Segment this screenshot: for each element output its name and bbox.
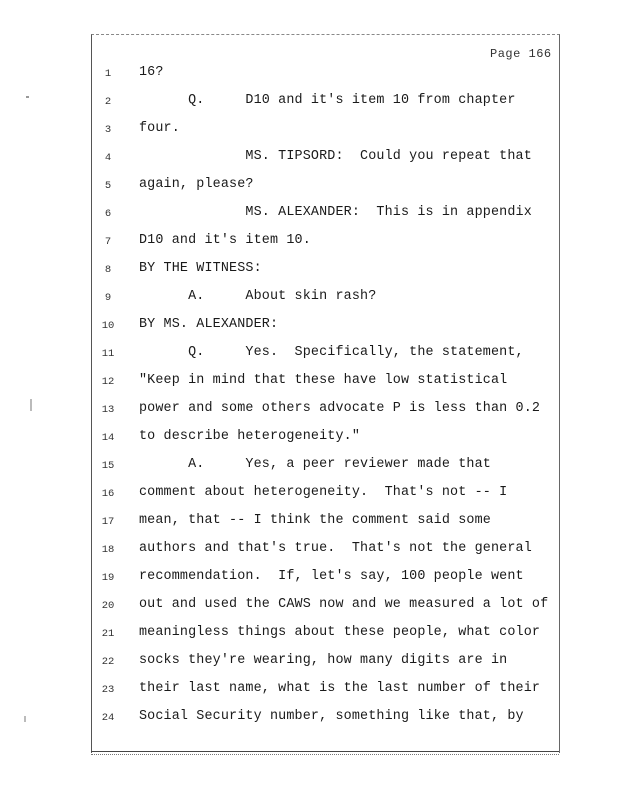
transcript-line bbox=[0, 316, 618, 344]
line-text: MS. TIPSORD: Could you repeat that bbox=[139, 149, 532, 164]
transcript-line bbox=[0, 708, 618, 736]
line-number: 6 bbox=[104, 208, 112, 220]
line-number: 16 bbox=[101, 488, 115, 500]
line-number: 18 bbox=[101, 544, 115, 556]
transcript-line bbox=[0, 596, 618, 624]
line-number: 20 bbox=[101, 600, 115, 612]
transcript-line bbox=[0, 64, 618, 92]
transcript-line bbox=[0, 288, 618, 316]
line-text: again, please? bbox=[139, 177, 254, 192]
line-text: Q. D10 and it's item 10 from chapter bbox=[139, 93, 516, 108]
line-text: A. About skin rash? bbox=[139, 289, 377, 304]
line-number: 24 bbox=[101, 712, 115, 724]
transcript-line bbox=[0, 176, 618, 204]
line-number: 10 bbox=[101, 320, 115, 332]
line-text: to describe heterogeneity." bbox=[139, 429, 361, 444]
line-number: 23 bbox=[101, 684, 115, 696]
transcript-line bbox=[0, 400, 618, 428]
line-text: A. Yes, a peer reviewer made that bbox=[139, 457, 491, 472]
line-number: 17 bbox=[101, 516, 115, 528]
transcript-line bbox=[0, 568, 618, 596]
line-text: 16? bbox=[139, 65, 164, 80]
transcript-line bbox=[0, 456, 618, 484]
transcript-line bbox=[0, 680, 618, 708]
transcript-line bbox=[0, 148, 618, 176]
line-number: 11 bbox=[101, 348, 115, 360]
transcript-line bbox=[0, 232, 618, 260]
line-number: 22 bbox=[101, 656, 115, 668]
transcript-line bbox=[0, 624, 618, 652]
transcript-line bbox=[0, 120, 618, 148]
transcript-line bbox=[0, 428, 618, 456]
line-text: authors and that's true. That's not the general bbox=[139, 541, 532, 556]
line-number: 8 bbox=[104, 264, 112, 276]
line-number: 19 bbox=[101, 572, 115, 584]
line-text: their last name, what is the last number of their bbox=[139, 681, 541, 696]
transcript-line bbox=[0, 512, 618, 540]
line-text: out and used the CAWS now and we measured a lot of bbox=[139, 597, 549, 612]
line-number: 12 bbox=[101, 376, 115, 388]
transcript-line bbox=[0, 344, 618, 372]
line-number: 9 bbox=[104, 292, 112, 304]
scan-speck bbox=[26, 96, 29, 98]
transcript-line bbox=[0, 204, 618, 232]
line-text: "Keep in mind that these have low statistical bbox=[139, 373, 508, 388]
line-number: 4 bbox=[104, 152, 112, 164]
line-text: MS. ALEXANDER: This is in appendix bbox=[139, 205, 532, 220]
line-text: comment about heterogeneity. That's not -- I bbox=[139, 485, 508, 500]
transcript-line bbox=[0, 92, 618, 120]
line-text: meaningless things about these people, what color bbox=[139, 625, 541, 640]
transcript-line bbox=[0, 372, 618, 400]
line-text: mean, that -- I think the comment said some bbox=[139, 513, 491, 528]
page-bottom-rule-dotted bbox=[91, 754, 559, 755]
transcript-line bbox=[0, 652, 618, 680]
line-number: 15 bbox=[101, 460, 115, 472]
line-text: recommendation. If, let's say, 100 people went bbox=[139, 569, 524, 584]
scan-speck bbox=[24, 716, 26, 722]
transcript-line bbox=[0, 260, 618, 288]
line-text: Q. Yes. Specifically, the statement, bbox=[139, 345, 524, 360]
transcript-line bbox=[0, 484, 618, 512]
line-number: 14 bbox=[101, 432, 115, 444]
line-text: D10 and it's item 10. bbox=[139, 233, 311, 248]
line-text: power and some others advocate P is less than 0.2 bbox=[139, 401, 541, 416]
page-bottom-rule bbox=[91, 751, 559, 752]
line-number: 1 bbox=[104, 68, 112, 80]
transcript-line bbox=[0, 540, 618, 568]
line-text: Social Security number, something like that, by bbox=[139, 709, 524, 724]
line-text: socks they're wearing, how many digits are in bbox=[139, 653, 508, 668]
line-number: 2 bbox=[104, 96, 112, 108]
line-number: 13 bbox=[101, 404, 115, 416]
line-number: 21 bbox=[101, 628, 115, 640]
line-text: BY MS. ALEXANDER: bbox=[139, 317, 279, 332]
line-number: 7 bbox=[104, 236, 112, 248]
line-text: four. bbox=[139, 121, 180, 136]
line-number: 3 bbox=[104, 124, 112, 136]
line-text: BY THE WITNESS: bbox=[139, 261, 262, 276]
scan-speck bbox=[30, 399, 32, 411]
page-number: Page 166 bbox=[490, 47, 552, 61]
line-number: 5 bbox=[104, 180, 112, 192]
